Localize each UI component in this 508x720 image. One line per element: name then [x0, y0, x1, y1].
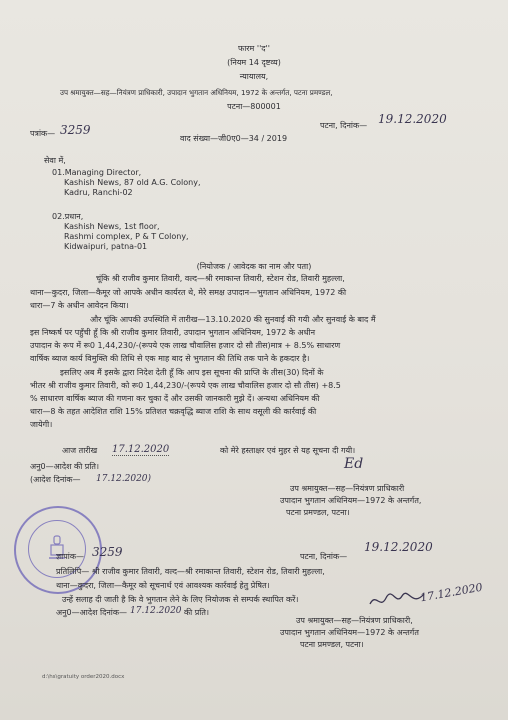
- file-path: d:\hs\gratuity order2020.docx: [42, 674, 125, 680]
- para1-line3: धारा—7 के अधीन आवेदन किया।: [30, 301, 129, 310]
- order-date-value: 17.12.2020): [96, 474, 152, 484]
- para2-line4: वार्षिक ब्याज कार्य विमुक्ति की तिथि से एक माह बाद से भुगतान की तिथि तक पाने के हकदार है।: [30, 354, 310, 363]
- recipient2-line2: Kashish News, 1st floor,: [64, 222, 160, 231]
- sign2-line2: उपादान भुगतान अधिनियम—1972 के अन्तर्गत: [280, 628, 419, 637]
- order-date-label: (आदेश दिनांक—: [30, 475, 81, 484]
- today-date: 17.12.2020: [112, 444, 170, 455]
- date-label: पटना, दिनांक—: [320, 121, 368, 130]
- gyapank-label: ज्ञापांक—: [56, 552, 84, 561]
- sign1-line1: उप श्रमायुक्त—सह—नियंत्रण प्राधिकारी: [290, 484, 405, 493]
- rule-reference: (नियम 14 दृष्टव्य): [227, 58, 281, 67]
- copy-line2: थाना—कुदरा, जिला—कैमूर को सूचनार्थ एवं आवश्यक कार्रवाई हेतु प्रेषित।: [56, 581, 270, 590]
- sign2-line1: उप श्रमायुक्त—सह—नियंत्रण प्राधिकारी,: [296, 616, 413, 625]
- sign2-handwritten-date: 17.12.2020: [419, 580, 484, 605]
- recipient2-line3: Rashmi complex, P & T Colony,: [64, 232, 189, 241]
- recipient1-line3: Kadru, Ranchi-02: [64, 188, 133, 197]
- enclosure-order-copy: अनु0—आदेश की प्रति।: [30, 462, 100, 471]
- para2-line2: इस निष्कर्ष पर पहुँची हूँ कि श्री राजीव कुमार तिवारी, उपादान भुगतान अधिनियम, 1972 के अधीन: [30, 328, 316, 337]
- para1-line2: थाना—कुदरा, जिला—कैमूर जो आपके अधीन कार्यरत थे, मेरे समक्ष उपादान—भुगतान अधिनियम, 1972 की: [30, 288, 347, 297]
- para3-line2: भीतर श्री राजीव कुमार तिवारी, को रू0 1,44,230/-(रूपये एक लाख चौवालिस हजार दो सौ तीस) +8.5: [30, 381, 341, 390]
- para3-line3: % साधारण वार्षिक ब्याज की गणना कर चुका दें और उसकी जानकारी मुझे दें। अन्यथा अधिनियम की: [30, 394, 320, 403]
- gyapank-number: 3259: [92, 545, 123, 559]
- copy-date-label: पटना, दिनांक—: [300, 552, 348, 561]
- patrank-label: पत्रांक—: [30, 129, 56, 138]
- case-number: वाद संख्या—जी0ए0—34 / 2019: [180, 134, 288, 143]
- date-value: 19.12.2020: [378, 112, 447, 126]
- subtitle: (नियोजक / आवेदक का नाम और पता): [196, 262, 312, 271]
- sign1-line3: पटना प्रमण्डल, पटना।: [286, 508, 350, 517]
- para2-line3: उपादान के रूप में रू0 1,44,230/-(रूपये एक लाख चौवालिस हजार दो सौ तीस)मात्र + 8.5% साधारण: [30, 341, 341, 350]
- sign2-line3: पटना प्रमण्डल, पटना।: [300, 640, 364, 649]
- sign1-line2: उपादान भुगतान अधिनियम—1972 के अन्तर्गत,: [280, 496, 422, 505]
- para1-line1: चूंकि श्री राजीव कुमार तिवारी, वल्द—श्री रमाकान्त तिवारी, स्टेशन रोड, तिवारी मुहल्ला,: [96, 274, 345, 283]
- copy-line3: उन्हें सलाह दी जाती है कि वे भुगतान लेने के लिए नियोजक से सम्पर्क स्थापित करें।: [62, 595, 299, 604]
- recipient2-line1: 02.प्रधान,: [52, 212, 84, 221]
- copy-enclosure-date: 17.12.2020: [130, 606, 182, 616]
- patrank-number: 3259: [60, 123, 91, 137]
- para3-line4: धारा—8 के तहत आदेशित राशि 15% प्रतिशत चक्रवृद्धि ब्याज राशि के साथ वसूली की कार्रवाई की: [30, 407, 317, 416]
- recipient1-line1: 01.Managing Director,: [52, 168, 142, 177]
- today-prefix: आज तारीख: [62, 446, 98, 455]
- copy-line1: प्रतिलिपि— श्री राजीव कुमार तिवारी, वल्द—श्री रमाकान्त तिवारी, स्टेशन रोड, तिवारी मुहल्ला,: [56, 567, 325, 576]
- signature-initials: Ed: [344, 456, 364, 472]
- copy-enclosure-suffix: की प्रति।: [184, 608, 209, 617]
- copy-date-value: 19.12.2020: [364, 540, 433, 554]
- recipient2-line4: Kidwaipuri, patna-01: [64, 242, 148, 251]
- para3-line1: इसलिए अब मैं इसके द्वारा निदेश देती हूँ कि आप इस सूचना की प्राप्ति के तीस(30) दिनों के: [60, 368, 324, 377]
- court-heading: न्यायालय,: [239, 72, 269, 81]
- authority-line: उप श्रमायुक्त—सह—नियंत्रण प्राधिकारी, उपादान भुगतान अधिनियम, 1972 के अन्तर्गत, पटना प्रमण्डल,: [60, 88, 333, 97]
- form-title: फारम ''द'': [238, 44, 270, 53]
- recipient1-line2: Kashish News, 87 old A.G. Colony,: [64, 178, 201, 187]
- today-suffix: को मेरे हस्ताक्षर एवं मुहर से यह सूचना दी गयी।: [220, 446, 356, 455]
- authority-city: पटना—800001: [227, 102, 281, 111]
- para2-line1: और चूंकि आपकी उपस्थिति में तारीख—13.10.2020 की सुनवाई की गयी और सुनवाई के बाद मैं: [90, 315, 376, 324]
- seva-mein: सेवा में,: [44, 156, 66, 165]
- para3-line5: जायेगी।: [30, 420, 53, 429]
- copy-enclosure-label: अनु0—आदेश दिनांक—: [56, 608, 128, 617]
